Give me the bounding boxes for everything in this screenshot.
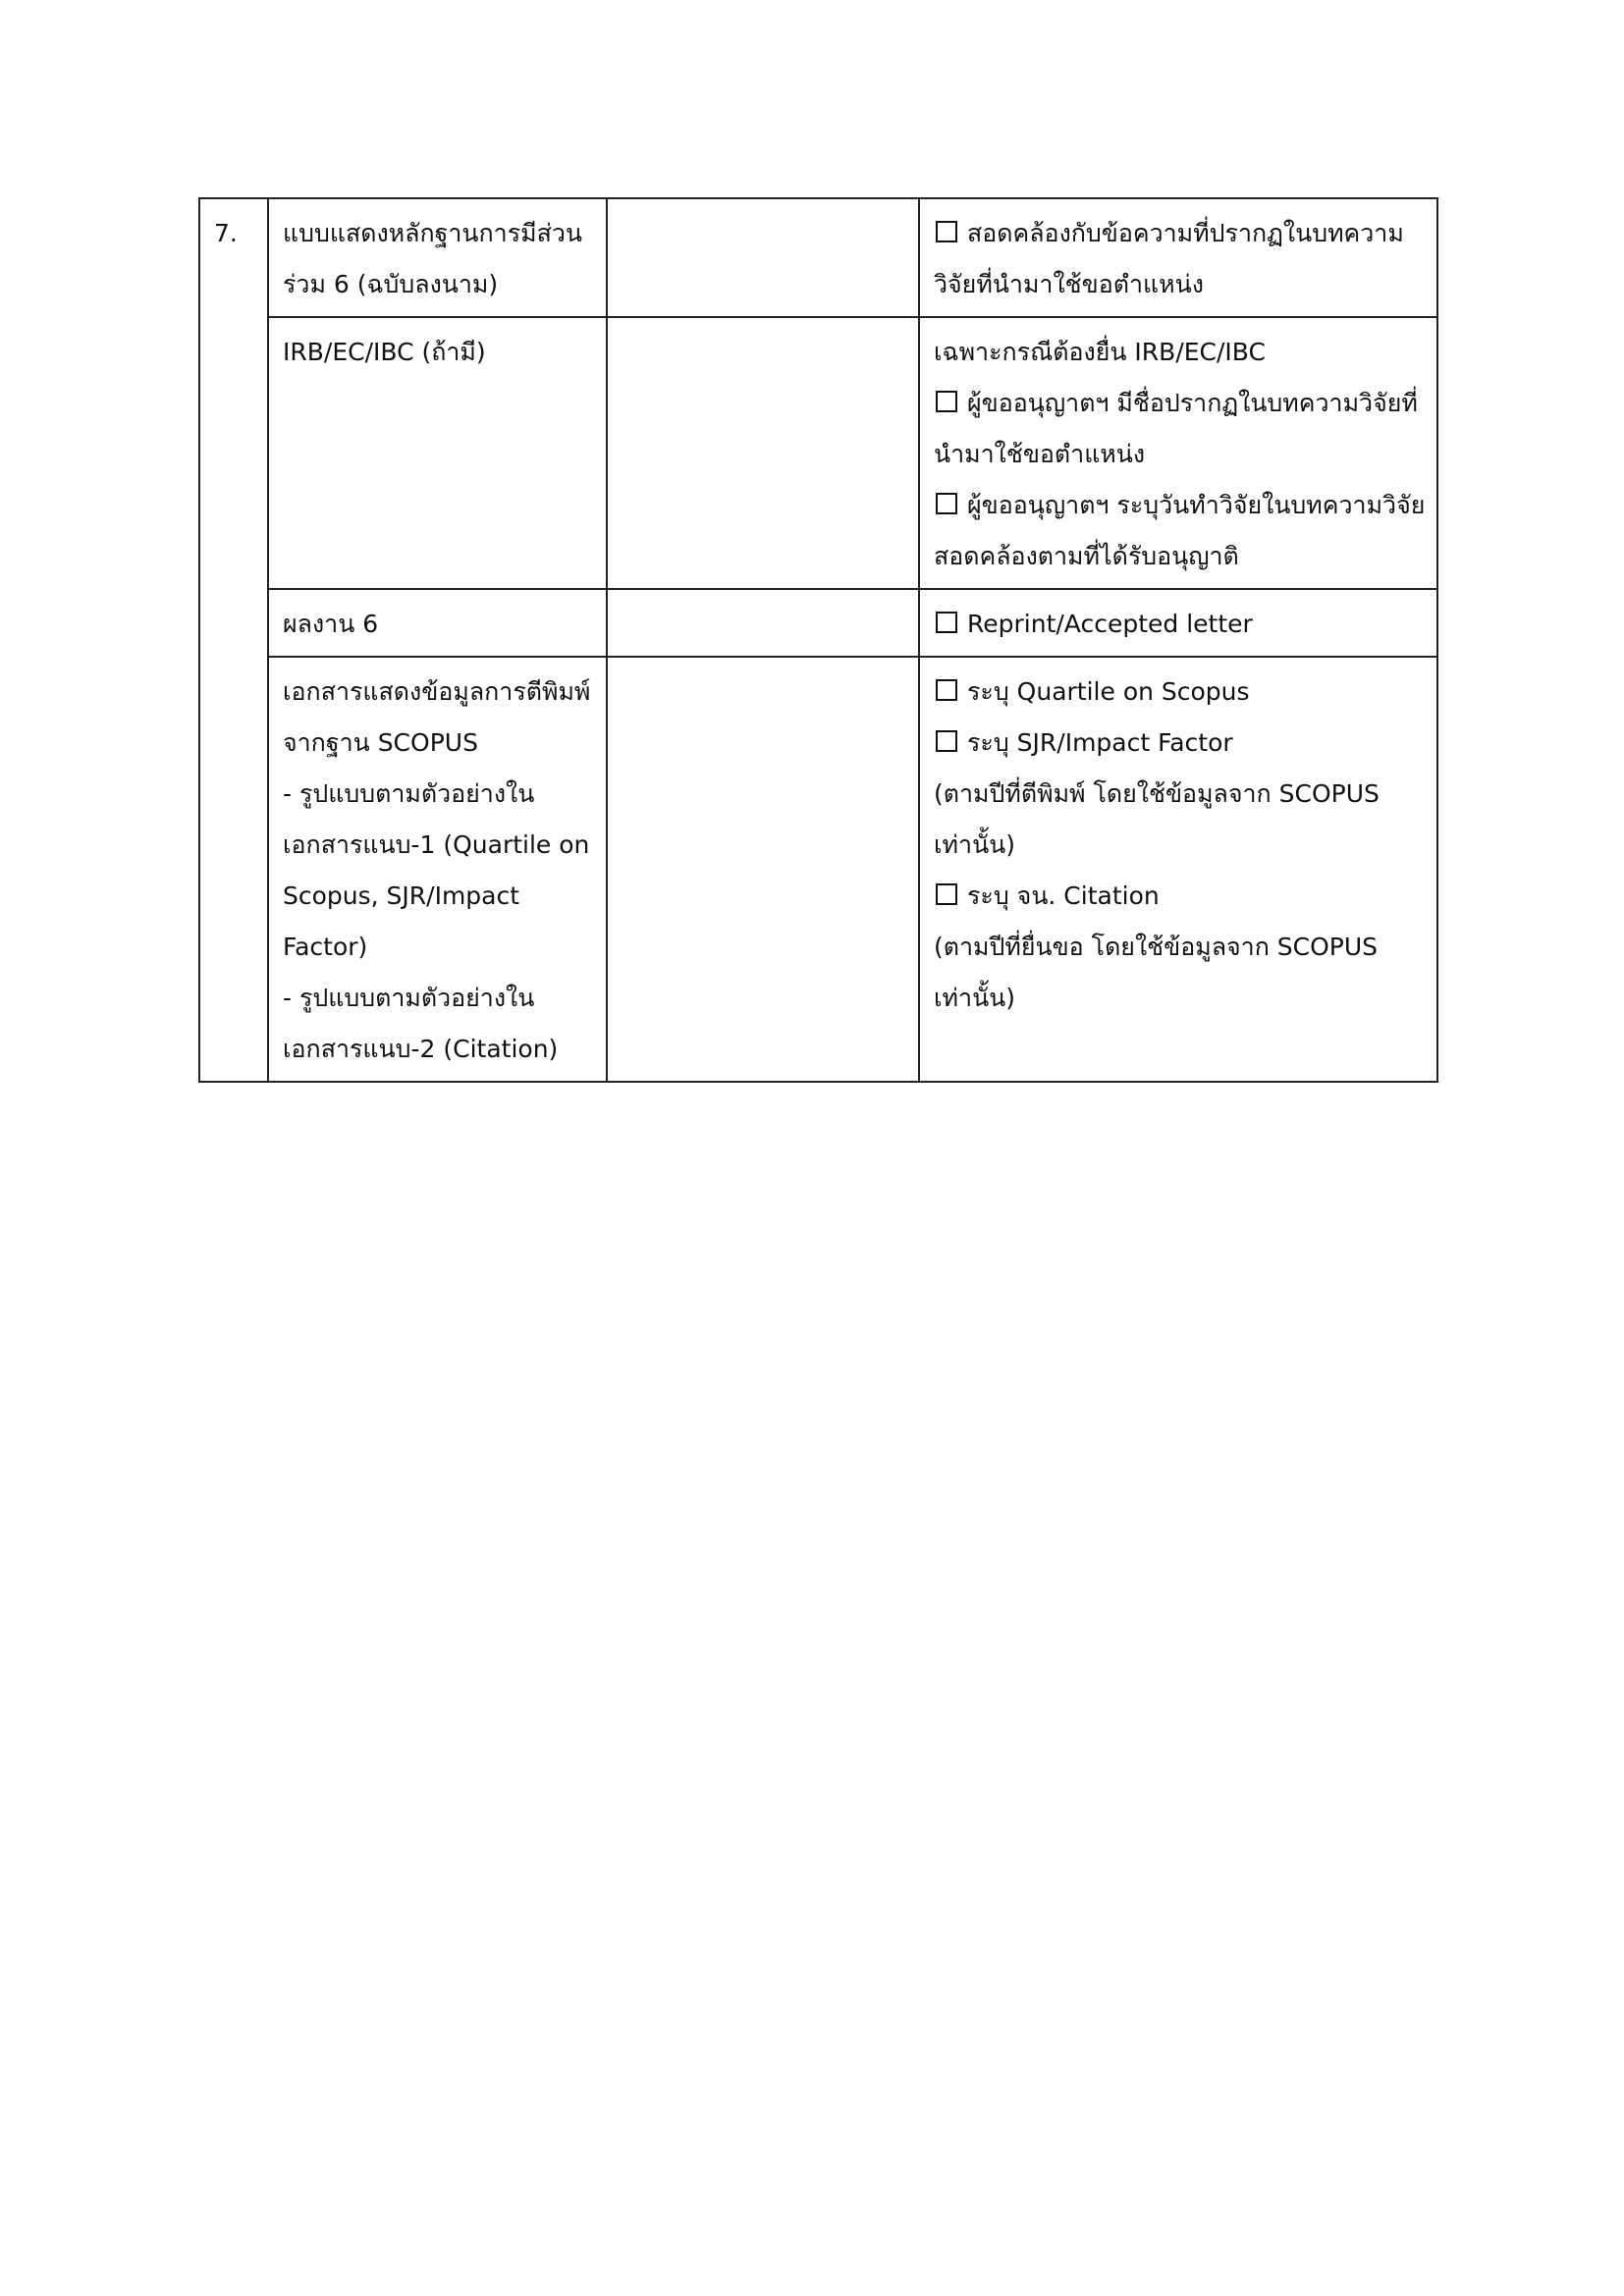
checkbox-item[interactable] (934, 599, 1423, 650)
row-number: 7. (214, 219, 238, 247)
item-cell (268, 198, 607, 317)
item-text: เอกสารแนบ-1 (Quartile on (283, 830, 590, 859)
row-number-cell (199, 198, 268, 1082)
table-row (199, 657, 1437, 1082)
check-cell (919, 657, 1437, 1082)
checkbox-icon[interactable] (936, 391, 957, 412)
item-text: - รูปแบบตามตัวอย่างใน (283, 984, 535, 1012)
checkbox-label: สอดคล้องกับข้อความที่ปรากฏในบทความ (967, 219, 1404, 247)
note-cell[interactable] (607, 317, 919, 589)
checkbox-label-continued: สอดคล้องตามที่ได้รับอนุญาติ (934, 542, 1239, 570)
item-cell (268, 317, 607, 589)
check-note: เท่านั้น) (934, 830, 1015, 859)
check-cell (919, 317, 1437, 589)
checkbox-icon[interactable] (936, 883, 957, 905)
item-text: ผลงาน 6 (283, 610, 379, 638)
check-cell (919, 198, 1437, 317)
item-text: แบบแสดงหลักฐานการมีส่วน (283, 219, 582, 247)
table-row (199, 317, 1437, 589)
check-note: เท่านั้น) (934, 984, 1015, 1012)
item-text: - รูปแบบตามตัวอย่างใน (283, 779, 535, 808)
checkbox-icon[interactable] (936, 612, 957, 633)
item-text: ร่วม 6 (ฉบับลงนาม) (283, 270, 499, 298)
item-text: Factor) (283, 933, 368, 961)
check-cell (919, 589, 1437, 657)
item-text: เอกสารแสดงข้อมูลการตีพิมพ์ (283, 677, 591, 706)
note-cell[interactable] (607, 589, 919, 657)
checkbox-item[interactable] (934, 718, 1423, 769)
item-text: จากฐาน SCOPUS (283, 728, 478, 757)
check-heading: เฉพาะกรณีต้องยื่น IRB/EC/IBC (934, 338, 1266, 366)
checkbox-label: Reprint/Accepted letter (967, 610, 1253, 638)
checkbox-label: ผู้ขออนุญาตฯ มีชื่อปรากฏในบทความวิจัยที่ (967, 389, 1418, 417)
checkbox-label-continued: นำมาใช้ขอตำแหน่ง (934, 440, 1146, 468)
table-row (199, 589, 1437, 657)
checkbox-label: ระบุ SJR/Impact Factor (967, 728, 1233, 757)
checkbox-item[interactable] (934, 378, 1423, 429)
checkbox-label: ผู้ขออนุญาตฯ ระบุวันทำวิจัยในบทความวิจัย (967, 491, 1426, 519)
checkbox-label: ระบุ Quartile on Scopus (967, 677, 1250, 706)
item-text: IRB/EC/IBC (ถ้ามี) (283, 338, 486, 366)
checkbox-label-continued: วิจัยที่นำมาใช้ขอตำแหน่ง (934, 270, 1204, 298)
checkbox-item[interactable] (934, 480, 1426, 531)
check-note: (ตามปีที่ยื่นขอ โดยใช้ข้อมูลจาก SCOPUS (934, 933, 1379, 961)
checkbox-icon[interactable] (936, 493, 957, 514)
checkbox-item[interactable] (934, 208, 1423, 259)
checklist-table (198, 197, 1438, 1083)
note-cell[interactable] (607, 657, 919, 1082)
checkbox-item[interactable] (934, 667, 1423, 718)
check-note: (ตามปีที่ตีพิมพ์ โดยใช้ข้อมูลจาก SCOPUS (934, 779, 1380, 808)
checkbox-item[interactable] (934, 871, 1423, 922)
item-text: Scopus, SJR/Impact (283, 881, 520, 910)
table-row (199, 198, 1437, 317)
checkbox-icon[interactable] (936, 679, 957, 701)
item-cell (268, 657, 607, 1082)
checkbox-icon[interactable] (936, 730, 957, 752)
item-text: เอกสารแนบ-2 (Citation) (283, 1035, 559, 1063)
checkbox-icon[interactable] (936, 221, 957, 242)
item-cell (268, 589, 607, 657)
checkbox-label: ระบุ จน. Citation (967, 881, 1160, 910)
note-cell[interactable] (607, 198, 919, 317)
